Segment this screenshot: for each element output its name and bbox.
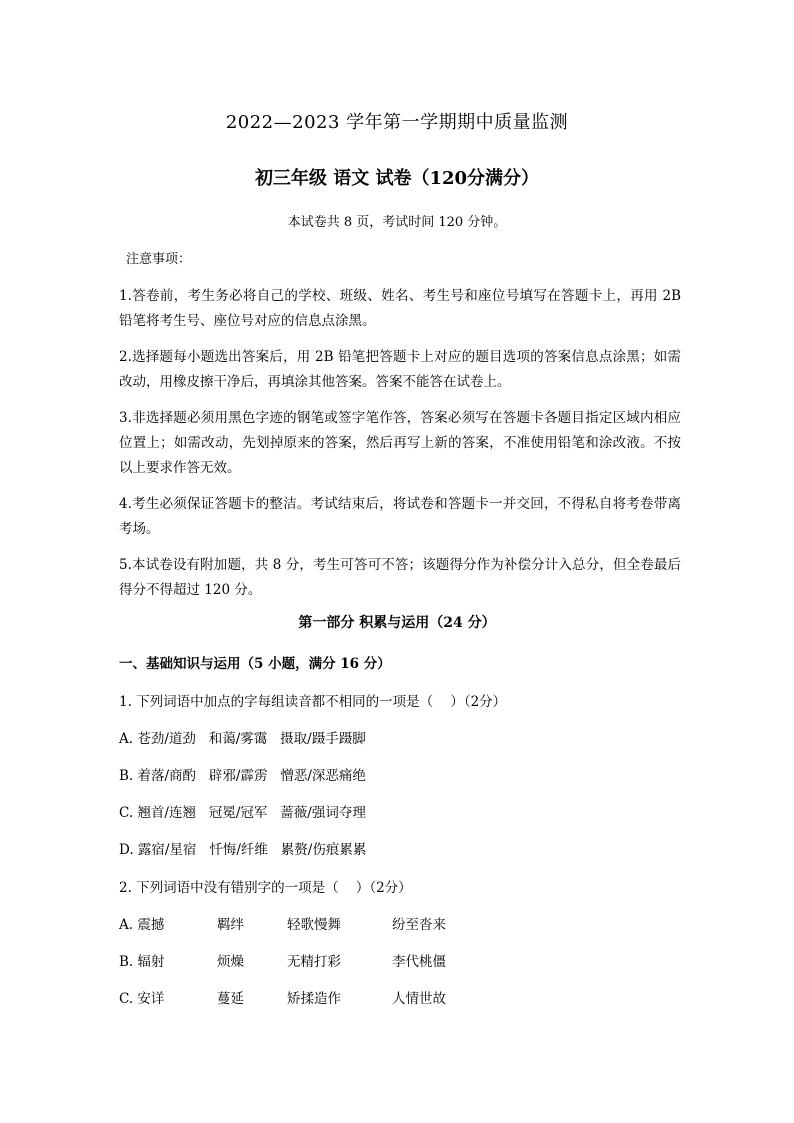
question-2-stem: 2. 下列词语中没有错别字的一项是（ ）（2分） (119, 880, 412, 896)
question-2-option-c (119, 987, 539, 1007)
option-label: B. 辐射 (119, 954, 165, 970)
option-word: 无精打彩 (287, 954, 341, 970)
question-1-stem: 1. 下列词语中加点的字每组读音都不相同的一项是（ ）（2分） (119, 694, 507, 710)
option-word: 烦燥 (217, 954, 244, 970)
part-title: 第一部分 积累与运用（24 分） (298, 615, 496, 631)
exam-info: 本试卷共 8 页，考试时间 120 分钟。 (287, 215, 507, 230)
question-1-option-a: A. 苍劲/道劲 和蔼/雾霭 摄取/蹑手蹑脚 (119, 731, 366, 747)
question-1-option-d: D. 露宿/星宿 忏悔/纤维 累赘/伤痕累累 (119, 842, 367, 858)
option-word: 羁绊 (217, 917, 244, 933)
option-word: 蔓延 (217, 991, 244, 1007)
section-title: 一、基础知识与运用（5 小题，满分 16 分） (119, 656, 391, 672)
note-item-2: 2.选择题每小题选出答案后，用 2B 铅笔把答题卡上对应的题目选项的答案信息点涂黑；如需改动，用橡皮擦干净后，再填涂其他答案。答案不能答在试卷上。 (119, 349, 681, 390)
notes-list (119, 284, 681, 614)
option-word: 人情世故 (392, 991, 446, 1007)
note-item-5: 5.本试卷设有附加题，共 8 分，考生可答可不答；该题得分作为补偿分计入总分，但全卷最后得分不得超过 120 分。 (119, 557, 681, 598)
note-item-1: 1.答卷前，考生务必将自己的学校、班级、姓名、考生号和座位号填写在答题卡上，再用 2B 铅笔将考生号、座位号对应的信息点涂黑。 (119, 288, 681, 329)
exam-subtitle: 初三年级 语文 试卷（120分满分） (254, 168, 540, 189)
note-item-4: 4.考生必须保证答题卡的整洁。考试结束后，将试卷和答题卡一并交回，不得私自将考卷带离考场。 (119, 496, 681, 537)
option-word: 李代桃僵 (392, 954, 446, 970)
notes-title: 注意事项： (126, 252, 192, 267)
question-1-option-c: C. 翘首/连翘 冠冕/冠军 蔷薇/强词夺理 (119, 805, 366, 821)
option-label: C. 安详 (119, 991, 165, 1007)
exam-title: 2022—2023 学年第一学期期中质量监测 (225, 112, 569, 133)
option-word: 纷至沓来 (392, 917, 446, 933)
option-word: 轻歌慢舞 (287, 917, 341, 933)
question-2-option-b (119, 950, 539, 970)
question-1-option-b: B. 着落/商酌 辟邪/霹雳 憎恶/深恶痛绝 (119, 768, 366, 784)
option-word: 矫揉造作 (287, 991, 341, 1007)
question-2-option-a (119, 913, 539, 933)
option-label: A. 震撼 (119, 917, 165, 933)
note-item-3: 3.非选择题必须用黑色字迹的钢笔或签字笔作答，答案必须写在答题卡各题目指定区域内相应位置上；如需改动，先划掉原来的答案，然后再写上新的答案，不准使用铅笔和涂改液。不按以上要求作答无效。 (119, 410, 681, 476)
